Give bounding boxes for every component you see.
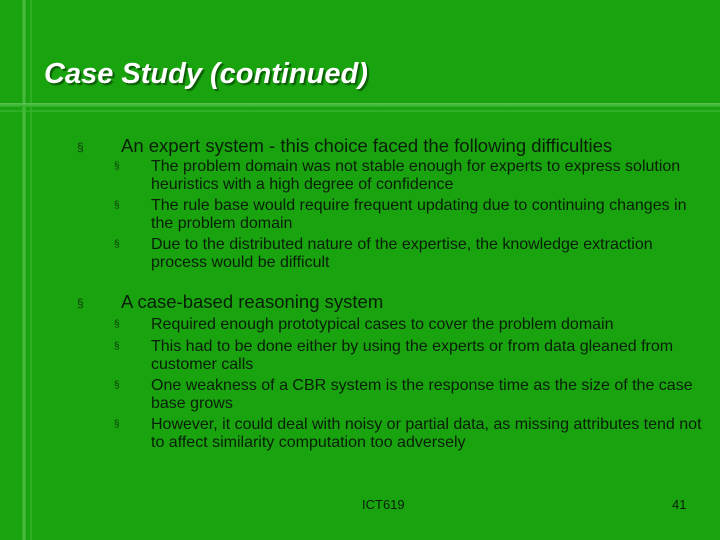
subpoint-2-3: One weakness of a CBR system is the response time as the size of the case base grows [151, 377, 693, 412]
sub-bullet-icon: § [114, 419, 120, 430]
sub-bullet-icon: § [114, 161, 120, 172]
bullet-icon: § [77, 140, 84, 154]
sub-bullet-icon: § [114, 239, 120, 250]
sub-bullet-icon: § [114, 380, 120, 391]
sub-bullet-icon: § [114, 341, 120, 352]
decor-horizontal-line-thin [0, 110, 720, 112]
subpoint-2-2: This had to be done either by using the experts or from data gleaned from customer calls [151, 338, 674, 373]
point-cbr-system: A case-based reasoning system [121, 291, 384, 312]
subpoint-2-1: Required enough prototypical cases to cover the problem domain [151, 316, 614, 333]
page-number: 41 [672, 497, 687, 512]
bullet-icon: § [77, 296, 84, 310]
subpoint-1-2: The rule base would require frequent updating due to continuing changes in the problem domain [151, 197, 687, 232]
sub-bullet-icon: § [114, 319, 120, 330]
footer-course-code: ICT619 [362, 497, 405, 512]
slide-title: Case Study (continued) [44, 58, 368, 90]
subpoint-1-1: The problem domain was not stable enough for experts to express solution heuristics with a high degree of confidence [151, 158, 681, 193]
subpoint-1-3: Due to the distributed nature of the expertise, the knowledge extraction process would be difficult [151, 236, 653, 271]
decor-vertical-line [22, 0, 26, 540]
subpoint-2-4: However, it could deal with noisy or partial data, as missing attributes tend not to affect similarity computation too adversely [151, 416, 702, 451]
point-expert-system: An expert system - this choice faced the following difficulties [121, 135, 613, 156]
decor-vertical-line-thin [30, 0, 32, 540]
sub-bullet-icon: § [114, 200, 120, 211]
decor-horizontal-line [0, 103, 720, 107]
